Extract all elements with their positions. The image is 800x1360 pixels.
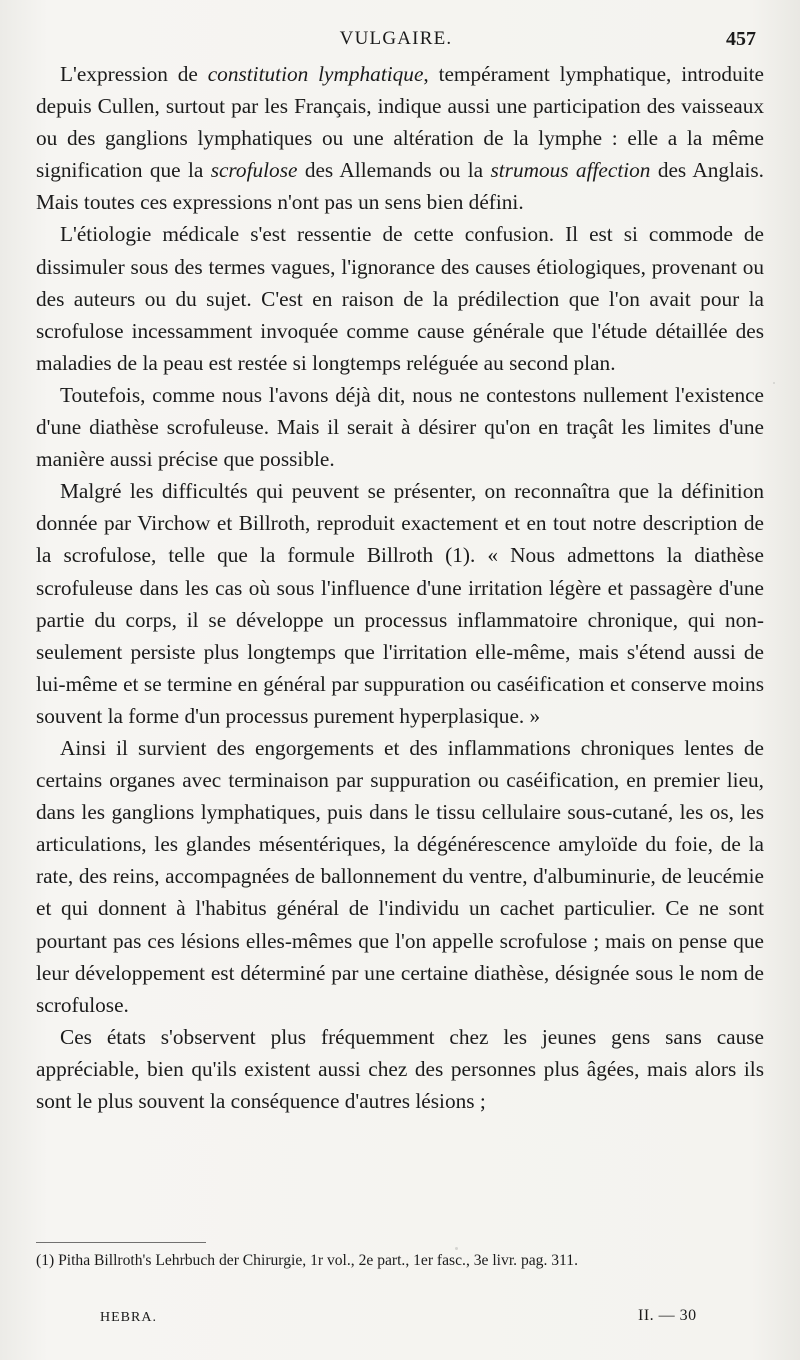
footnote-rule (36, 1242, 206, 1243)
paragraph-ainsi: Ainsi il survient des engorgements et des inflammations chroniques lentes de certains organes avec terminaison par suppuration ou caséification, en premier lieu, dans les ganglions lymphatiques, puis dans le tissu cellulaire sous-cutané, les os, les articulations, les glandes mésentériques, la dégénérescence amyloïde du foie, de la rate, des reins, accompagnées de ballonnement du ventre, d'albuminurie, de leucémie et qui donnent à l'habitus général de l'individu un cachet particulier. Ce ne sont pourtant pas ces lésions elles-mêmes que l'on appelle scrofulose ; mais on pense que leur développement est déterminé par une certaine diathèse, désignée sous le nom de scrofulose. (36, 735, 764, 1017)
paragraph-1-text-b: , tempérament lymphatique, introduite depuis Cullen, surtout par les Français, indique aussi une participation des vaisseaux ou des ganglions lymphatiques ou une altération de la lymphe : elle a la même signification que la (36, 62, 765, 183)
page-number: 457 (726, 28, 756, 50)
emphasis-constitution-lymphatique: constitution lymphatique (207, 62, 424, 86)
paragraph-1-text-d: des Anglais. Mais toutes ces expressions n'ont pas un sens bien défini. (36, 158, 764, 215)
emphasis-strumous-affection: strumous affection (490, 158, 651, 183)
page-header (36, 28, 756, 58)
paragraph-1-text-c: des Allemands ou la (297, 158, 491, 183)
running-head: VULGAIRE. (339, 28, 453, 49)
footnote: (1) Pitha Billroth's Lehrbuch der Chirurgie, 1r vol., 2e part., 1er fasc., 3e livr. pag. 311. (36, 1252, 578, 1269)
paragraph-malgre: Malgré les difficultés qui peuvent se présenter, on reconnaîtra que la définition donnée par Virchow et Billroth, reproduit exactement et en tout notre description de la scrofulose, telle que la formule Billroth (1). « Nous admettons la diathèse scrofuleuse dans les cas où sous l'influence d'une irritation légère et passagère d'une partie du corps, il se développe un processus inflammatoire chronique, qui non-seulement persiste plus longtemps que l'irritation elle-même, mais s'étend aussi de lui-même et se termine en général par suppuration ou caséification et conserve moins souvent la forme d'un processus purement hyperplasique. » (36, 479, 764, 728)
paragraph-etiologie: L'étiologie médicale s'est ressentie de cette confusion. Il est si commode de dissimuler sous des termes vagues, l'ignorance des causes étiologiques, provenant ou des auteurs ou du sujet. C'est en raison de la prédilection que l'on avait pour la scrofulose incessamment invoquée comme cause générale que l'étude détaillée des maladies de la peau est restée si longtemps reléguée au second plan. (36, 222, 764, 375)
paper-speck (773, 382, 775, 384)
paragraph-ces-etats: Ces états s'observent plus fréquemment chez les jeunes gens sans cause appréciable, bien qu'ils existent aussi chez des personnes plus âgées, mais alors ils sont le plus souvent la conséquence d'autres lésions ; (36, 1024, 764, 1113)
sheet-number: II. — 30 (638, 1307, 697, 1324)
paper-speck (455, 1247, 458, 1250)
paragraph-toutefois: Toutefois, comme nous l'avons déjà dit, nous ne contestons nullement l'existence d'une diathèse scrofuleuse. Mais il serait à désirer qu'on en traçât les limites d'une manière aussi précise que possible. (36, 382, 764, 472)
printer-signature: HEBRA. (100, 1310, 157, 1325)
body-text (36, 58, 764, 1117)
paragraph-constitution-lymphatique (36, 58, 764, 218)
paragraph-1-text-a: L'expression de (60, 62, 208, 86)
emphasis-scrofulose: scrofulose (210, 158, 298, 183)
